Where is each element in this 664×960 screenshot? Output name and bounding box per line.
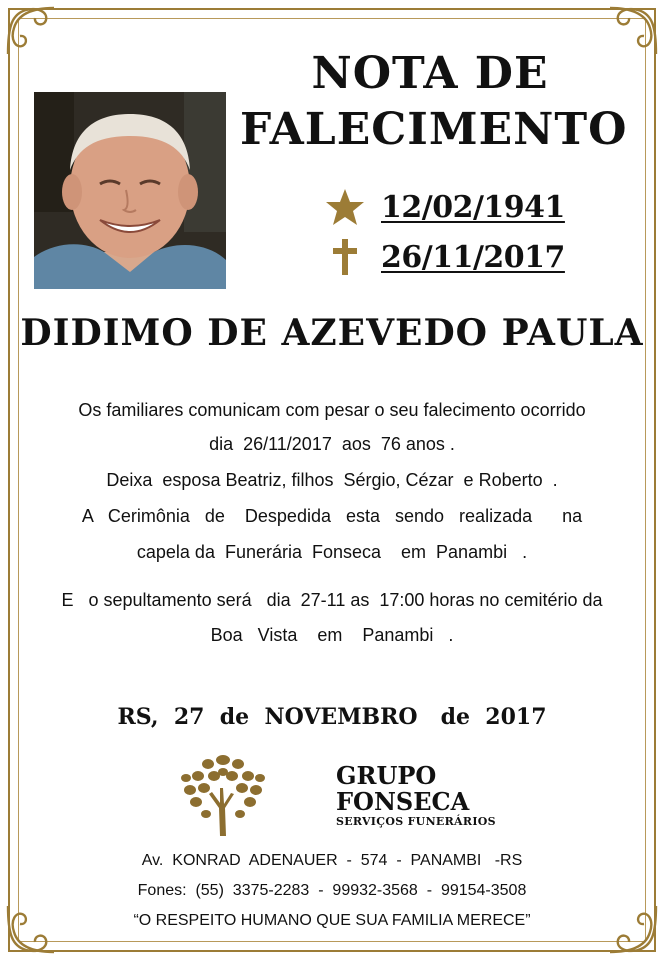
place-and-date: RS, 27 de NOVEMBRO de 2017: [117, 704, 547, 730]
announcement-line: A Cerimônia de Despedida esta sendo realizada na: [81, 506, 583, 526]
burial-line: E o sepultamento será dia 27-11 as 17:00 horas no cemitério da: [61, 590, 603, 610]
company-tagline: SERVIÇOS FUNERÁRIOS: [336, 815, 496, 828]
tree-icon: [178, 748, 268, 838]
birth-date: 12/02/1941: [381, 189, 565, 225]
company-name-line-1: GRUPO: [336, 761, 437, 790]
birth-date-row: [325, 184, 565, 230]
company-motto: “O RESPEITO HUMANO QUE SUA FAMILIA MERECE”: [133, 912, 531, 929]
star-icon: [325, 187, 365, 227]
portrait-photo: [34, 92, 226, 289]
company-phones: Fones: (55) 3375-2283 - 99932-3568 - 99154-3508: [137, 882, 527, 899]
burial-line: Boa Vista em Panambi .: [210, 625, 454, 645]
company-name-line-2: FONSECA: [336, 787, 470, 816]
title-line-1: NOTA DE: [311, 48, 549, 99]
deceased-name: DIDIMO DE AZEVEDO PAULA: [20, 312, 644, 354]
company-address: Av. KONRAD ADENAUER - 574 - PANAMBI -RS: [141, 852, 523, 869]
announcement-line: Os familiares comunicam com pesar o seu falecimento ocorrido: [78, 400, 586, 420]
cross-icon: [325, 237, 365, 277]
announcement-line: dia 26/11/2017 aos 76 anos .: [209, 434, 455, 454]
title-line-2: FALECIMENTO: [240, 104, 628, 155]
death-date-row: [325, 234, 565, 280]
death-date: 26/11/2017: [381, 239, 565, 275]
announcement-line: Deixa esposa Beatriz, filhos Sérgio, Cézar e Roberto .: [106, 470, 558, 490]
corner-ornament-icon: [2, 2, 62, 62]
announcement-line: capela da Funerária Fonseca em Panambi .: [136, 542, 528, 562]
